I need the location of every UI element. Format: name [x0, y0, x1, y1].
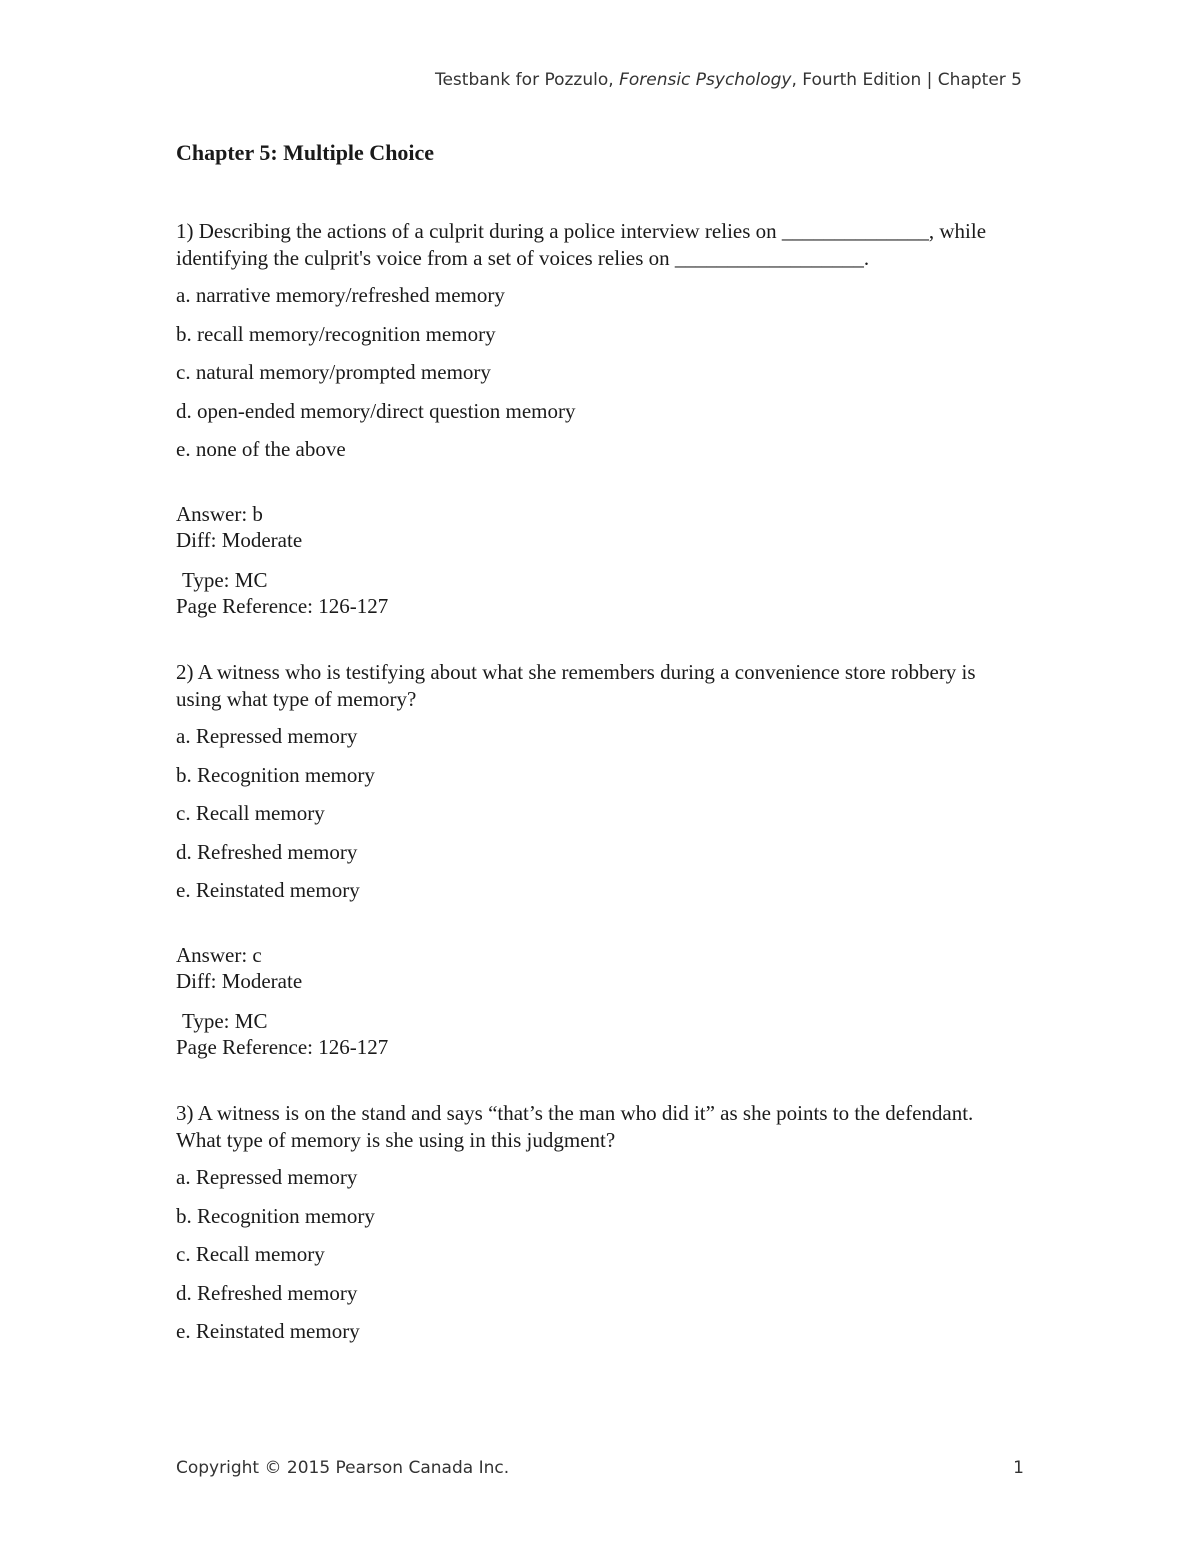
question-3: [176, 1100, 1016, 1345]
option-c: c. Recall memory: [176, 801, 325, 825]
option-d: d. Refreshed memory: [176, 1280, 358, 1305]
chapter-title: Chapter 5: Multiple Choice: [176, 140, 435, 165]
difficulty-line: Diff: Moderate: [176, 528, 303, 552]
page-number: 1: [1013, 1458, 1024, 1478]
option-a: a. narrative memory/refreshed memory: [176, 283, 505, 307]
option-c: c. Recall memory: [176, 1242, 325, 1266]
option-c: c. natural memory/prompted memory: [176, 360, 491, 384]
page-reference-line: Page Reference: 126-127: [176, 594, 389, 618]
option-d: d. open-ended memory/direct question memory: [176, 398, 576, 423]
type-line: Type: MC: [182, 1009, 268, 1033]
copyright-notice: Copyright © 2015 Pearson Canada Inc.: [176, 1458, 510, 1478]
option-e: e. Reinstated memory: [176, 878, 360, 902]
option-e: e. Reinstated memory: [176, 1319, 360, 1343]
page-header: [435, 70, 1022, 90]
document-body: [176, 140, 1016, 1357]
page-reference-line: Page Reference: 126-127: [176, 1035, 389, 1059]
header-book-title: Forensic Psychology: [619, 70, 792, 90]
question-stem: 2) A witness who is testifying about what she remembers during a convenience store robbery is using what type of memory?: [176, 660, 976, 711]
page-footer: [176, 1458, 1024, 1478]
option-b: b. Recognition memory: [176, 762, 375, 787]
question-metadata: [176, 942, 1016, 1060]
question-1: [176, 218, 1016, 619]
option-e: e. none of the above: [176, 437, 346, 461]
answer-options: [176, 723, 1016, 904]
option-d: d. Refreshed memory: [176, 839, 358, 864]
question-metadata: [176, 501, 1016, 619]
header-suffix: , Fourth Edition | Chapter 5: [791, 70, 1022, 90]
question-stem: 1) Describing the actions of a culprit during a police interview relies on ______________, while identifying the culprit's voice from a set of voices relies on __________________.: [176, 219, 987, 270]
option-b: b. Recognition memory: [176, 1203, 375, 1228]
answer-line: Answer: c: [176, 943, 262, 967]
option-a: a. Repressed memory: [176, 1165, 358, 1189]
answer-options: [176, 1164, 1016, 1345]
difficulty-line: Diff: Moderate: [176, 969, 303, 993]
option-a: a. Repressed memory: [176, 724, 358, 748]
question-2: [176, 659, 1016, 1060]
answer-line: Answer: b: [176, 502, 263, 526]
question-stem: 3) A witness is on the stand and says “that’s the man who did it” as she points to the defendant. What type of memory is she using in this judgment?: [176, 1101, 974, 1152]
option-b: b. recall memory/recognition memory: [176, 321, 496, 346]
header-prefix: Testbank for Pozzulo,: [434, 70, 620, 90]
type-line: Type: MC: [182, 568, 268, 592]
answer-options: [176, 282, 1016, 463]
